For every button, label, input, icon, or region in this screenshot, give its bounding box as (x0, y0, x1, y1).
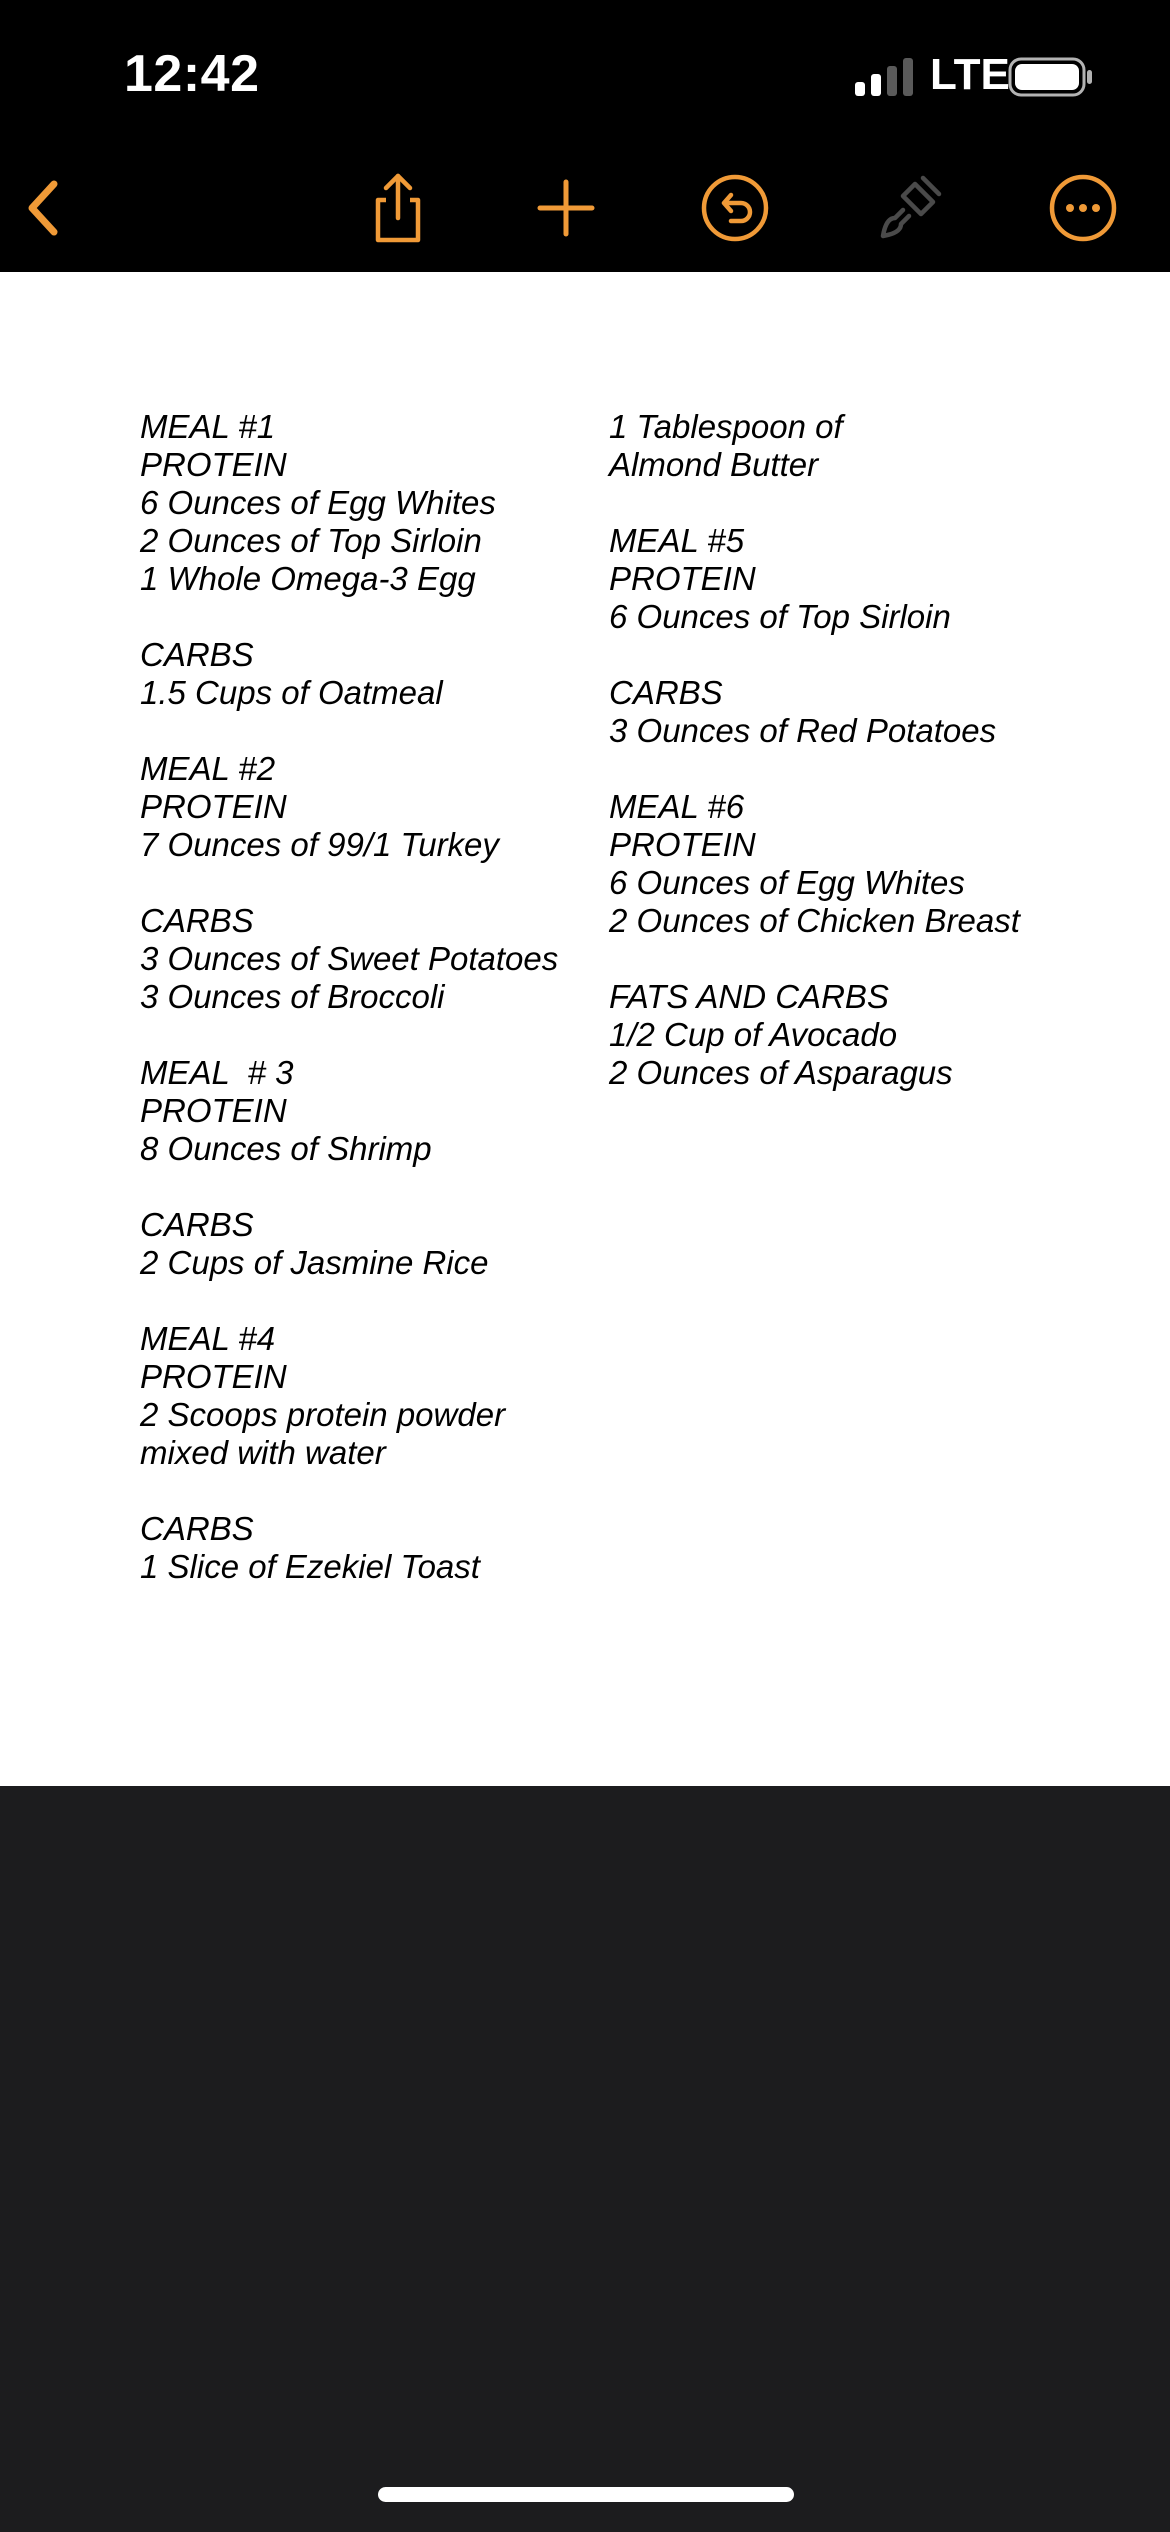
document-text-line: 6 Ounces of Egg Whites (140, 484, 496, 521)
document-text-line: PROTEIN (609, 826, 756, 863)
top-bar (0, 0, 1170, 272)
document-text-line: 2 Ounces of Asparagus (609, 1054, 953, 1091)
blank-line (140, 712, 580, 750)
document-text-line: 2 Ounces of Top Sirloin (140, 522, 482, 559)
cellular-signal-icon (855, 58, 915, 98)
document-text-line: MEAL #1 (140, 408, 276, 445)
document-text-line: 1 Tablespoon of (609, 408, 843, 445)
document-text-line: CARBS (140, 1510, 254, 1547)
document-text-line: FATS AND CARBS (609, 978, 889, 1015)
more-icon (1045, 170, 1121, 246)
blank-line (140, 864, 580, 902)
paintbrush-icon (871, 170, 947, 246)
document-text-line: 6 Ounces of Top Sirloin (609, 598, 951, 635)
document-text-line: MEAL #4 (140, 1320, 276, 1357)
home-indicator[interactable] (378, 2487, 794, 2502)
blank-line (140, 1282, 580, 1320)
blank-line (140, 598, 580, 636)
blank-line (140, 1168, 580, 1206)
document-text-line: Almond Butter (609, 446, 819, 483)
document-text-line: CARBS (140, 1206, 254, 1243)
document-text-line: 1.5 Cups of Oatmeal (140, 674, 443, 711)
undo-icon (697, 170, 773, 246)
document-text-line: CARBS (140, 902, 254, 939)
document-text-line: PROTEIN (140, 1092, 287, 1129)
document-text-line: 1 Slice of Ezekiel Toast (140, 1548, 480, 1585)
document-column-left[interactable] (140, 408, 580, 1586)
document-text-line: CARBS (140, 636, 254, 673)
document-text-line: PROTEIN (609, 560, 756, 597)
document-text-line: 3 Ounces of Sweet Potatoes (140, 940, 559, 977)
document-text-line: 2 Scoops protein powder (140, 1396, 506, 1433)
document-text-line: MEAL #6 (609, 788, 745, 825)
document-text-line: 2 Ounces of Chicken Breast (609, 902, 1020, 939)
format-button[interactable] (871, 170, 947, 246)
document-text-line: PROTEIN (140, 446, 287, 483)
document-column-right[interactable] (609, 408, 1109, 1092)
document-text-line: 8 Ounces of Shrimp (140, 1130, 432, 1167)
document-text-line: 2 Cups of Jasmine Rice (140, 1244, 489, 1281)
blank-line (609, 940, 1109, 978)
document-text-line: 6 Ounces of Egg Whites (609, 864, 965, 901)
plus-icon (528, 170, 604, 246)
blank-line (140, 1016, 580, 1054)
blank-line (140, 1472, 580, 1510)
blank-line (609, 484, 1109, 522)
document-text-line: PROTEIN (140, 1358, 287, 1395)
blank-line (609, 636, 1109, 674)
add-button[interactable] (528, 170, 604, 246)
more-button[interactable] (1045, 170, 1121, 246)
back-button[interactable] (8, 170, 84, 246)
document-text-line: 7 Ounces of 99/1 Turkey (140, 826, 499, 863)
document-text-line: 1 Whole Omega-3 Egg (140, 560, 476, 597)
document-text-line: CARBS (609, 674, 723, 711)
document-text-line: 3 Ounces of Broccoli (140, 978, 445, 1015)
share-button[interactable] (360, 170, 436, 246)
blank-line (609, 750, 1109, 788)
document-text-line: MEAL #5 (609, 522, 745, 559)
document-text-line: 3 Ounces of Red Potatoes (609, 712, 997, 749)
document-text-line: 1/2 Cup of Avocado (609, 1016, 898, 1053)
battery-icon (1008, 56, 1094, 98)
share-icon (360, 170, 436, 246)
chevron-left-icon (8, 170, 84, 246)
document-text-line: PROTEIN (140, 788, 287, 825)
undo-button[interactable] (697, 170, 773, 246)
document-text-line: MEAL #2 (140, 750, 276, 787)
document-text-line: mixed with water (140, 1434, 386, 1471)
document-text-line: MEAL # 3 (140, 1054, 294, 1091)
network-type: LTE (930, 50, 1010, 99)
status-time: 12:42 (124, 45, 260, 103)
